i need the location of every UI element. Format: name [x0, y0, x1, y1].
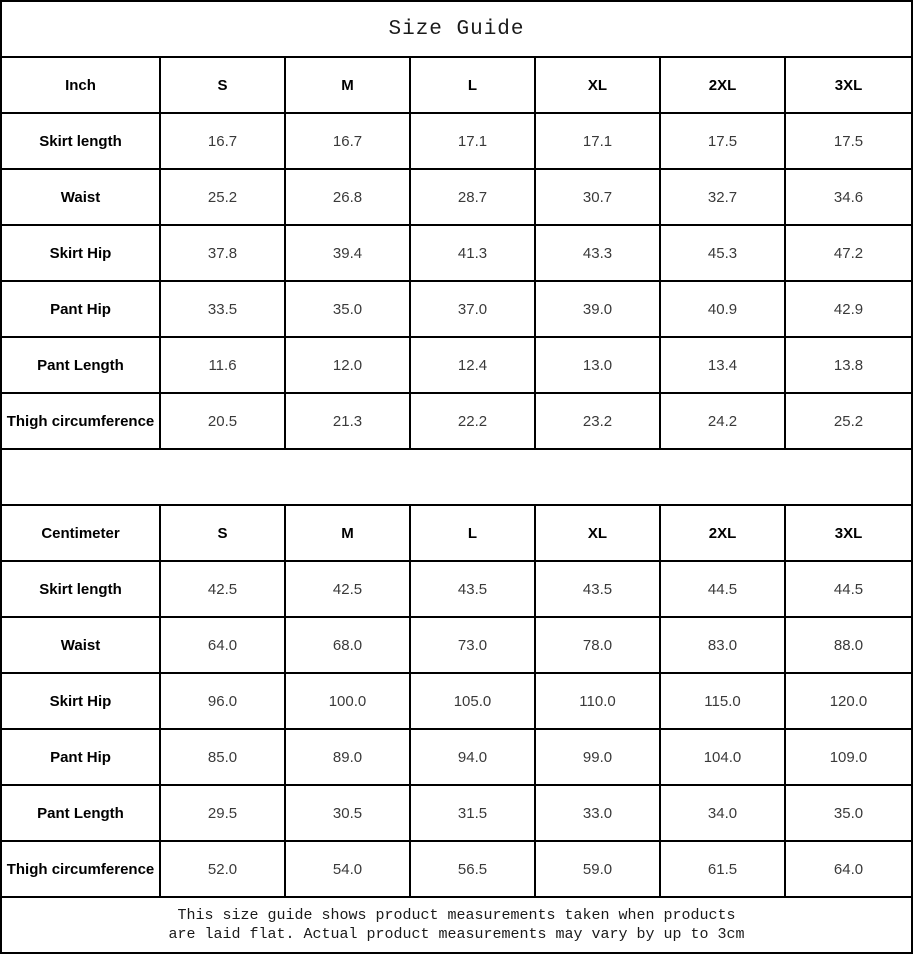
value-cell: 109.0 [786, 730, 911, 786]
value-cell: 11.6 [161, 338, 286, 394]
footer-line-1: This size guide shows product measurements taken when products [177, 907, 736, 924]
value-cell: 52.0 [161, 842, 286, 898]
value-cell: 43.5 [536, 562, 661, 618]
value-cell: 78.0 [536, 618, 661, 674]
value-cell: 17.1 [536, 114, 661, 170]
row-label-cell: Pant Hip [2, 282, 161, 338]
table-header-row [2, 58, 911, 114]
size-header-cell: 2XL [661, 58, 786, 114]
value-cell: 100.0 [286, 674, 411, 730]
row-label-cell: Pant Hip [2, 730, 161, 786]
value-cell: 25.2 [786, 394, 911, 450]
value-cell: 88.0 [786, 618, 911, 674]
unit-header-cell: Centimeter [2, 506, 161, 562]
value-cell: 28.7 [411, 170, 536, 226]
value-cell: 68.0 [286, 618, 411, 674]
value-cell: 44.5 [786, 562, 911, 618]
footer-note [2, 898, 911, 952]
table-spacer [2, 450, 911, 506]
value-cell: 37.0 [411, 282, 536, 338]
value-cell: 34.6 [786, 170, 911, 226]
value-cell: 42.5 [161, 562, 286, 618]
value-cell: 31.5 [411, 786, 536, 842]
value-cell: 45.3 [661, 226, 786, 282]
table-row [2, 730, 911, 786]
inch-table [2, 58, 911, 450]
value-cell: 35.0 [286, 282, 411, 338]
value-cell: 16.7 [161, 114, 286, 170]
value-cell: 17.5 [661, 114, 786, 170]
value-cell: 32.7 [661, 170, 786, 226]
value-cell: 89.0 [286, 730, 411, 786]
table-header-row [2, 506, 911, 562]
value-cell: 64.0 [786, 842, 911, 898]
value-cell: 43.3 [536, 226, 661, 282]
value-cell: 40.9 [661, 282, 786, 338]
size-header-cell: S [161, 506, 286, 562]
row-label-cell: Waist [2, 618, 161, 674]
value-cell: 41.3 [411, 226, 536, 282]
value-cell: 30.7 [536, 170, 661, 226]
row-label-cell: Skirt length [2, 114, 161, 170]
value-cell: 120.0 [786, 674, 911, 730]
size-header-cell: L [411, 58, 536, 114]
row-label-cell: Thigh circumference [2, 842, 161, 898]
value-cell: 104.0 [661, 730, 786, 786]
value-cell: 16.7 [286, 114, 411, 170]
table-row [2, 842, 911, 898]
value-cell: 44.5 [661, 562, 786, 618]
value-cell: 25.2 [161, 170, 286, 226]
value-cell: 21.3 [286, 394, 411, 450]
value-cell: 115.0 [661, 674, 786, 730]
value-cell: 23.2 [536, 394, 661, 450]
value-cell: 30.5 [286, 786, 411, 842]
size-header-cell: XL [536, 58, 661, 114]
size-header-cell: 2XL [661, 506, 786, 562]
row-label-cell: Waist [2, 170, 161, 226]
size-header-cell: 3XL [786, 58, 911, 114]
value-cell: 64.0 [161, 618, 286, 674]
table-row [2, 170, 911, 226]
value-cell: 12.4 [411, 338, 536, 394]
table-row [2, 562, 911, 618]
value-cell: 42.9 [786, 282, 911, 338]
size-header-cell: M [286, 506, 411, 562]
value-cell: 39.4 [286, 226, 411, 282]
value-cell: 59.0 [536, 842, 661, 898]
value-cell: 47.2 [786, 226, 911, 282]
value-cell: 35.0 [786, 786, 911, 842]
value-cell: 12.0 [286, 338, 411, 394]
table-row [2, 282, 911, 338]
row-label-cell: Pant Length [2, 786, 161, 842]
row-label-cell: Skirt Hip [2, 674, 161, 730]
row-label-cell: Pant Length [2, 338, 161, 394]
value-cell: 33.0 [536, 786, 661, 842]
value-cell: 33.5 [161, 282, 286, 338]
row-label-cell: Skirt length [2, 562, 161, 618]
size-header-cell: XL [536, 506, 661, 562]
size-header-cell: M [286, 58, 411, 114]
unit-header-cell: Inch [2, 58, 161, 114]
size-header-cell: L [411, 506, 536, 562]
value-cell: 24.2 [661, 394, 786, 450]
page-title: Size Guide [2, 2, 911, 58]
value-cell: 85.0 [161, 730, 286, 786]
value-cell: 39.0 [536, 282, 661, 338]
value-cell: 105.0 [411, 674, 536, 730]
value-cell: 94.0 [411, 730, 536, 786]
table-row [2, 674, 911, 730]
size-header-cell: S [161, 58, 286, 114]
value-cell: 17.1 [411, 114, 536, 170]
value-cell: 61.5 [661, 842, 786, 898]
value-cell: 56.5 [411, 842, 536, 898]
value-cell: 42.5 [286, 562, 411, 618]
centimeter-table [2, 506, 911, 898]
table-row [2, 226, 911, 282]
table-row [2, 114, 911, 170]
value-cell: 34.0 [661, 786, 786, 842]
table-row [2, 338, 911, 394]
table-row [2, 618, 911, 674]
value-cell: 73.0 [411, 618, 536, 674]
value-cell: 13.8 [786, 338, 911, 394]
table-row [2, 786, 911, 842]
value-cell: 54.0 [286, 842, 411, 898]
value-cell: 22.2 [411, 394, 536, 450]
value-cell: 37.8 [161, 226, 286, 282]
value-cell: 17.5 [786, 114, 911, 170]
row-label-cell: Skirt Hip [2, 226, 161, 282]
value-cell: 110.0 [536, 674, 661, 730]
value-cell: 83.0 [661, 618, 786, 674]
size-header-cell: 3XL [786, 506, 911, 562]
value-cell: 29.5 [161, 786, 286, 842]
value-cell: 26.8 [286, 170, 411, 226]
row-label-cell: Thigh circumference [2, 394, 161, 450]
value-cell: 20.5 [161, 394, 286, 450]
value-cell: 43.5 [411, 562, 536, 618]
table-row [2, 394, 911, 450]
value-cell: 96.0 [161, 674, 286, 730]
value-cell: 13.4 [661, 338, 786, 394]
value-cell: 13.0 [536, 338, 661, 394]
value-cell: 99.0 [536, 730, 661, 786]
footer-line-2: are laid flat. Actual product measurements may vary by up to 3cm [168, 926, 745, 943]
